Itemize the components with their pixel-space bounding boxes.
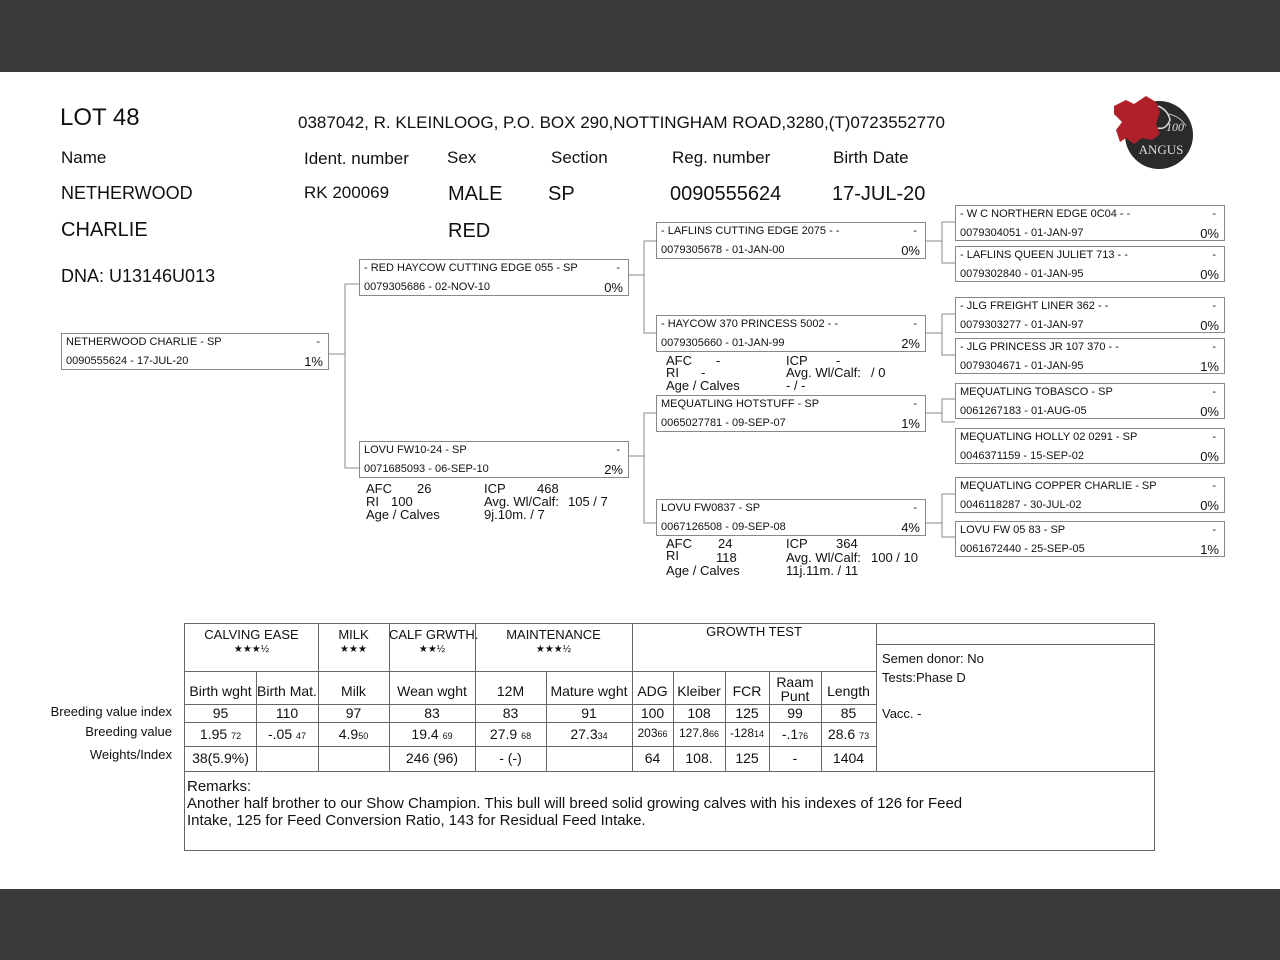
stat-value: 468 (537, 481, 559, 496)
table-rule (185, 771, 1155, 772)
bvi-12m: 83 (502, 705, 519, 721)
bv-mature-weight (546, 726, 632, 742)
pedigree-sire-dam (656, 315, 926, 352)
bv-adg (632, 726, 673, 740)
wi-raam-punt: - (792, 750, 798, 766)
catalog-page (0, 72, 1280, 889)
pedigree-dash: - (1212, 300, 1216, 312)
bv-value: 27.3 (570, 726, 598, 742)
bv-accuracy: 47 (296, 731, 307, 741)
group-milk: MILK (338, 627, 369, 642)
bvi-milk: 97 (345, 705, 362, 721)
label-reg: Reg. number (672, 148, 771, 167)
wi-adg: 64 (644, 750, 661, 766)
col-adg: ADG (637, 683, 668, 699)
pedigree-pct: 0% (1200, 267, 1219, 282)
remarks-line-1: Another half brother to our Show Champion. This bull will breed solid growing calves with his indexes of 126 for Feed (187, 795, 963, 812)
pedigree-pct: 0% (901, 243, 920, 258)
bvi-birth-weight: 95 (212, 705, 229, 721)
stars-calf: ★★½ (418, 644, 446, 655)
wi-fcr: 125 (735, 750, 759, 766)
table-rule (185, 671, 876, 672)
stat-value: 105 / 7 (568, 494, 608, 509)
pedigree-pct: 2% (604, 462, 623, 477)
pedigree-reg: 0079302840 - 01-JAN-95 (960, 268, 1084, 280)
bvi-mature-weight: 91 (581, 705, 597, 721)
pedigree-gg-3 (955, 297, 1225, 333)
vaccination: Vacc. - (882, 706, 922, 721)
stat-value: 11j.11m. / 11 (786, 563, 859, 578)
bottom-bar (0, 889, 1280, 960)
bv-accuracy: 34 (597, 731, 608, 741)
bvi-kleiber: 108 (687, 705, 711, 721)
bv-accuracy: 72 (231, 731, 242, 741)
pedigree-gg-5 (955, 383, 1225, 419)
bv-value: 203 (637, 726, 658, 740)
pedigree-reg: 0061672440 - 25-SEP-05 (960, 543, 1085, 555)
col-wean-weight: Wean wght (397, 683, 467, 699)
pedigree-dam-dam (656, 499, 926, 536)
pedigree-pct: 4% (901, 520, 920, 535)
stat-label: Age / Calves (666, 378, 740, 393)
label-ident: Ident. number (304, 149, 409, 168)
stat-label: Avg. Wl/Calf: (786, 365, 861, 380)
bv-accuracy: 50 (358, 731, 369, 741)
bv-12m (475, 726, 546, 742)
wi-length: 1404 (832, 750, 865, 766)
stat-label: AFC (366, 481, 392, 496)
pedigree-dam (359, 441, 629, 478)
sex-value: MALE (448, 183, 503, 205)
bv-accuracy: 66 (709, 729, 720, 739)
pedigree-dash: - (913, 398, 917, 410)
bvi-adg: 100 (640, 705, 665, 721)
breeding-value-table (184, 623, 1155, 851)
bv-accuracy: 76 (798, 731, 809, 741)
table-rule (876, 644, 1155, 645)
pedigree-name: - HAYCOW 370 PRINCESS 5002 - - (661, 318, 839, 330)
pedigree-dash: - (1212, 386, 1216, 398)
pedigree-name: - LAFLINS QUEEN JULIET 713 - - (960, 249, 1128, 261)
animal-name-line2: CHARLIE (61, 219, 148, 241)
bv-milk (318, 726, 389, 742)
bv-value: -.05 (267, 726, 293, 742)
lot-number: LOT 48 (60, 104, 140, 131)
group-growth-test: GROWTH TEST (706, 624, 802, 639)
stat-value: - (716, 353, 721, 368)
pedigree-pct: 1% (901, 416, 920, 431)
pedigree-subject (61, 333, 329, 370)
stat-label: Age / Calves (666, 563, 740, 578)
dna-code: DNA: U13146U013 (61, 266, 216, 286)
pedigree-dash: - (616, 444, 620, 456)
bv-value: 28.6 (827, 726, 856, 742)
col-raam-punt-2: Punt (780, 688, 810, 704)
pedigree-name: MEQUATLING HOLLY 02 0291 - SP (960, 431, 1138, 443)
pedigree-name: MEQUATLING TOBASCO - SP (960, 386, 1113, 398)
ident-number: RK 200069 (304, 183, 390, 202)
stat-value: 9j.10m. / 7 (484, 507, 545, 522)
pedigree-reg: 0079303277 - 01-JAN-97 (960, 319, 1084, 331)
logo-year: 100 (1166, 120, 1184, 134)
pedigree-pct: 0% (1200, 318, 1219, 333)
pedigree-pct: 0% (1200, 226, 1219, 241)
pedigree-reg: 0046118287 - 30-JUL-02 (960, 499, 1082, 511)
bv-kleiber (673, 726, 725, 740)
stat-label: AFC (666, 353, 692, 368)
pedigree-pct: 1% (1200, 359, 1219, 374)
pedigree-name: - JLG PRINCESS JR 107 370 - - (960, 341, 1119, 353)
pedigree-name: MEQUATLING COPPER CHARLIE - SP (960, 480, 1157, 492)
pedigree-dash: - (1212, 208, 1216, 220)
pedigree-pct: 0% (1200, 498, 1219, 513)
pedigree-reg: 0071685093 - 06-SEP-10 (364, 463, 489, 475)
label-name: Name (61, 148, 107, 167)
stat-value: 364 (836, 536, 858, 551)
pedigree-gg-7 (955, 477, 1225, 513)
pedigree-sire-sire (656, 222, 926, 259)
stat-label: RI (666, 548, 679, 563)
pedigree-name: NETHERWOOD CHARLIE - SP (66, 336, 222, 348)
pedigree-name: - W C NORTHERN EDGE 0C04 - - (960, 208, 1131, 220)
bv-accuracy: 14 (754, 729, 765, 739)
table-rule (185, 722, 876, 723)
label-section: Section (551, 148, 608, 167)
bv-accuracy: 73 (859, 731, 870, 741)
stars-calving: ★★★½ (233, 644, 270, 655)
stat-label: Age / Calves (366, 507, 440, 522)
animal-name-line1: NETHERWOOD (61, 183, 193, 203)
bvi-raam-punt: 99 (787, 705, 803, 721)
bv-birth-mat (256, 726, 318, 742)
table-rule (185, 746, 876, 747)
pedigree-sire (359, 259, 629, 296)
stars-milk: ★★★ (340, 644, 367, 655)
bv-value: 127.8 (678, 726, 709, 740)
col-kleiber: Kleiber (677, 683, 721, 699)
pedigree-gg-2 (955, 246, 1225, 282)
pedigree-name: - RED HAYCOW CUTTING EDGE 055 - SP (364, 262, 578, 274)
wi-kleiber: 108. (685, 750, 713, 766)
pedigree-pct: 1% (1200, 542, 1219, 557)
semen-donor: Semen donor: No (882, 651, 984, 666)
pedigree-name: LOVU FW 05 83 - SP (960, 524, 1066, 536)
tests: Tests:Phase D (882, 670, 966, 685)
pedigree-gg-6 (955, 428, 1225, 464)
stat-value: / 0 (871, 365, 886, 380)
stat-value: 118 (716, 550, 737, 565)
bvi-birth-mat: 110 (275, 705, 299, 721)
pedigree-pct: 0% (1200, 449, 1219, 464)
group-maintenance: MAINTENANCE (506, 627, 601, 642)
pedigree-reg: 0079305660 - 01-JAN-99 (661, 337, 785, 349)
row-label-wi: Weights/Index (89, 747, 172, 762)
bv-birth-weight (185, 726, 256, 742)
wi-birth-weight: 38(5.9%) (192, 750, 249, 766)
pedigree-reg: 0079305678 - 01-JAN-00 (661, 244, 785, 256)
bv-value: -.1 (781, 726, 799, 742)
pedigree-reg: 0065027781 - 09-SEP-07 (661, 417, 786, 429)
stat-value: - (701, 365, 706, 380)
pedigree-reg: 0067126508 - 09-SEP-08 (661, 521, 786, 533)
birth-date: 17-JUL-20 (832, 183, 926, 205)
pedigree-dash: - (913, 318, 917, 330)
group-calving-ease: CALVING EASE (204, 627, 299, 642)
label-birth: Birth Date (833, 148, 909, 167)
row-label-bv: Breeding value (85, 724, 172, 739)
col-mature-weight: Mature wght (550, 683, 628, 699)
pedigree-dash: - (1212, 249, 1216, 261)
pedigree-name: LOVU FW10-24 - SP (364, 444, 467, 456)
pedigree-name: MEQUATLING HOTSTUFF - SP (661, 398, 820, 410)
col-length: Length (827, 683, 870, 699)
bv-value: 4.9 (338, 726, 359, 742)
col-12m: 12M (496, 683, 525, 699)
stars-maintenance: ★★★½ (535, 644, 572, 655)
stat-label: Avg. Wl/Calf: (484, 494, 559, 509)
col-birth-mat: Birth Mat. (257, 683, 317, 699)
bv-length (821, 726, 876, 742)
stat-label: ICP (786, 353, 808, 368)
stat-value: 26 (417, 481, 432, 496)
pedigree-reg: 0079304671 - 01-JAN-95 (960, 360, 1084, 372)
stat-label: RI (666, 365, 679, 380)
bv-wean-weight (389, 726, 475, 742)
row-label-bvi: Breeding value index (50, 704, 172, 719)
pedigree-pct: 2% (901, 336, 920, 351)
stat-value: - / - (786, 378, 806, 393)
pedigree-pct: 1% (304, 354, 323, 369)
col-fcr: FCR (732, 683, 762, 699)
owner-line: 0387042, R. KLEINLOOG, P.O. BOX 290,NOTTINGHAM ROAD,3280,(T)0723552770 (298, 113, 945, 132)
pedigree-dash: - (616, 262, 620, 274)
pedigree-dash: - (1212, 524, 1216, 536)
pedigree-dash: - (913, 502, 917, 514)
bv-accuracy: 69 (442, 731, 453, 741)
pedigree-name: - LAFLINS CUTTING EDGE 2075 - - (661, 225, 840, 237)
bv-accuracy: 66 (657, 729, 668, 739)
stat-value: 100 / 10 (871, 550, 918, 565)
pedigree-reg: 0079305686 - 02-NOV-10 (364, 281, 490, 293)
pedigree-gg-4 (955, 338, 1225, 374)
bv-value: 1.95 (199, 726, 228, 742)
label-sex: Sex (447, 148, 477, 167)
remarks-line-2: Intake, 125 for Feed Conversion Ratio, 143 for Residual Feed Intake. (187, 812, 646, 829)
col-milk: Milk (341, 683, 366, 699)
table-rule (876, 624, 877, 771)
pedigree-gg-8 (955, 521, 1225, 557)
col-raam-punt-1: Raam (776, 674, 814, 690)
pedigree-dam-sire (656, 395, 926, 432)
bv-value: 27.9 (489, 726, 518, 742)
pedigree-dash: - (1212, 431, 1216, 443)
pedigree-dash: - (913, 225, 917, 237)
color-value: RED (448, 220, 491, 242)
stat-value: - (836, 353, 841, 368)
bv-value: 19.4 (411, 726, 439, 742)
stat-label: RI (366, 494, 379, 509)
bvi-fcr: 125 (735, 705, 759, 721)
stat-label: ICP (786, 536, 808, 551)
col-birth-weight: Birth wght (189, 683, 252, 699)
pedigree-reg: 0079304051 - 01-JAN-97 (960, 227, 1084, 239)
pedigree-dash: - (1212, 480, 1216, 492)
logo-text: ANGUS (1138, 142, 1184, 157)
bv-accuracy: 68 (521, 731, 532, 741)
bv-fcr (725, 726, 769, 740)
pedigree-reg: 0090555624 - 17-JUL-20 (66, 355, 189, 367)
wi-wean-weight: 246 (96) (405, 750, 459, 766)
section-value: SP (548, 183, 575, 205)
pedigree-pct: 0% (604, 280, 623, 295)
wi-12m: - (-) (499, 750, 522, 766)
stat-label: Avg. Wl/Calf: (786, 550, 861, 565)
bv-value: -128 (729, 726, 754, 740)
pedigree-reg: 0046371159 - 15-SEP-02 (960, 450, 1084, 462)
reg-number: 0090555624 (670, 183, 782, 205)
pedigree-name: - JLG FREIGHT LINER 362 - - (960, 300, 1109, 312)
top-bar (0, 0, 1280, 72)
group-calf-growth: CALF GRWTH. (389, 627, 479, 642)
pedigree-pct: 0% (1200, 404, 1219, 419)
bvi-length: 85 (840, 705, 857, 721)
pedigree-gg-1 (955, 205, 1225, 241)
stat-value: 24 (718, 536, 733, 551)
bv-raam-punt (769, 726, 821, 742)
stat-value: 100 (391, 494, 413, 509)
pedigree-name: LOVU FW0837 - SP (661, 502, 761, 514)
stat-label: AFC (666, 536, 692, 551)
pedigree-dash: - (316, 336, 320, 348)
pedigree-dash: - (1212, 341, 1216, 353)
pedigree-reg: 0061267183 - 01-AUG-05 (960, 405, 1087, 417)
stat-label: ICP (484, 481, 506, 496)
bvi-wean-weight: 83 (424, 705, 440, 721)
remarks-label: Remarks: (187, 778, 252, 795)
